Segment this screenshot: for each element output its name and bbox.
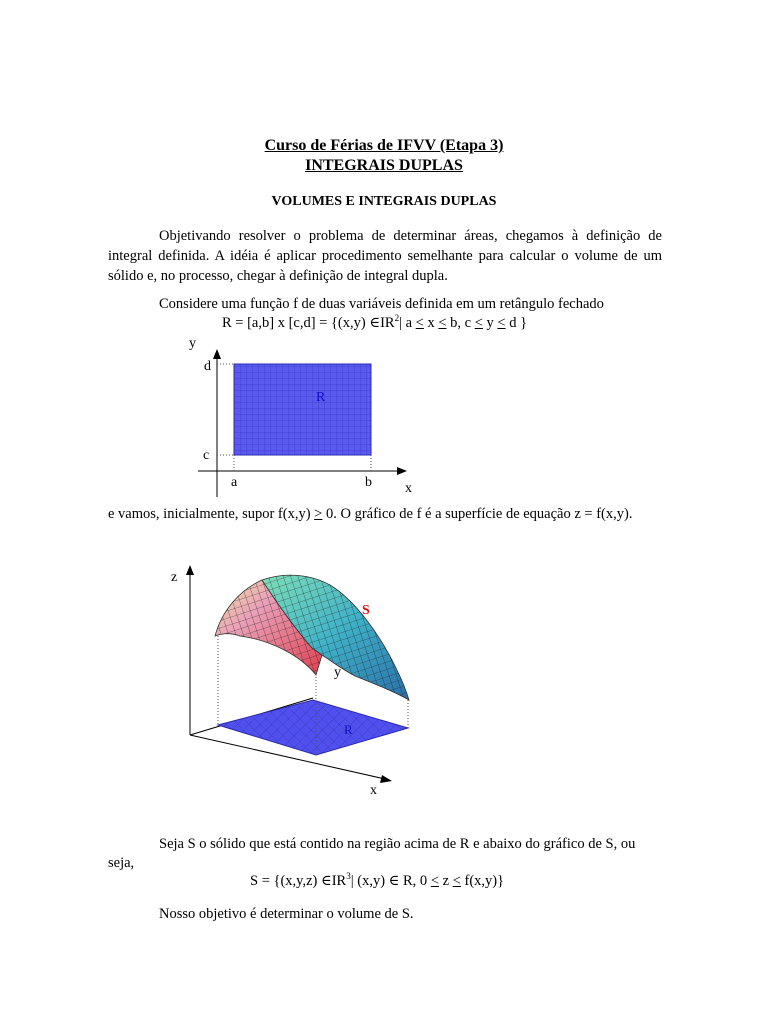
solid-sentence: Seja S o sólido que está contido na região acima de R e abaixo do gráfico de S, ou xyxy=(159,836,636,852)
surface-label: S xyxy=(362,603,370,618)
c-label: c xyxy=(203,448,210,463)
a-label: a xyxy=(231,475,238,490)
objective-sentence: Nosso objetivo é determinar o volume de S. xyxy=(159,906,414,922)
z-axis-arrow-icon xyxy=(186,565,194,575)
region-3d-label: R xyxy=(344,722,353,737)
section-title: VOLUMES E INTEGRAIS DUPLAS xyxy=(271,194,497,209)
rectangle-formula: R = [a,b] x [c,d] = {(x,y) $\in IR^2|$ a < x < b, c < y < d } xyxy=(222,313,528,331)
course-title: Curso de Férias de IFVV (Etapa 3) xyxy=(264,137,504,154)
rectangle-sentence: Considere uma função f de duas variáveis definida em um retângulo fechado xyxy=(159,296,604,312)
b-label: b xyxy=(365,475,372,490)
solid-sentence-cont: seja, xyxy=(108,855,135,871)
solid-formula: S = {(x,y,z) $\in IR^3|$ (x,y) ∈ R, 0 < z < f(x,y)} xyxy=(250,871,505,889)
region-r-3d xyxy=(218,700,408,755)
d-label: d xyxy=(204,359,211,374)
x-axis-3d-arrow-icon xyxy=(380,775,392,783)
topic-title: INTEGRAIS DUPLAS xyxy=(305,157,463,174)
x-axis-3d-label: x xyxy=(370,783,377,798)
x-axis-label: x xyxy=(405,481,412,496)
z-axis-label: z xyxy=(171,570,178,585)
y-axis-label: y xyxy=(189,336,196,351)
y-axis-3d-label: y xyxy=(334,665,341,680)
positivity-sentence: e vamos, inicialmente, supor f(x,y) > 0. O gráfico de f é a superfície de equação z = f(x,y). xyxy=(108,506,633,522)
intro-text: Objetivando resolver o problema de determinar áreas, chegamos à definição de integral definida. A idéia é aplicar procedimento semelhante para calcular o volume de um sólido e, no processo, chegar à definição de integral dupla. xyxy=(108,228,662,284)
region-label: R xyxy=(316,390,326,405)
